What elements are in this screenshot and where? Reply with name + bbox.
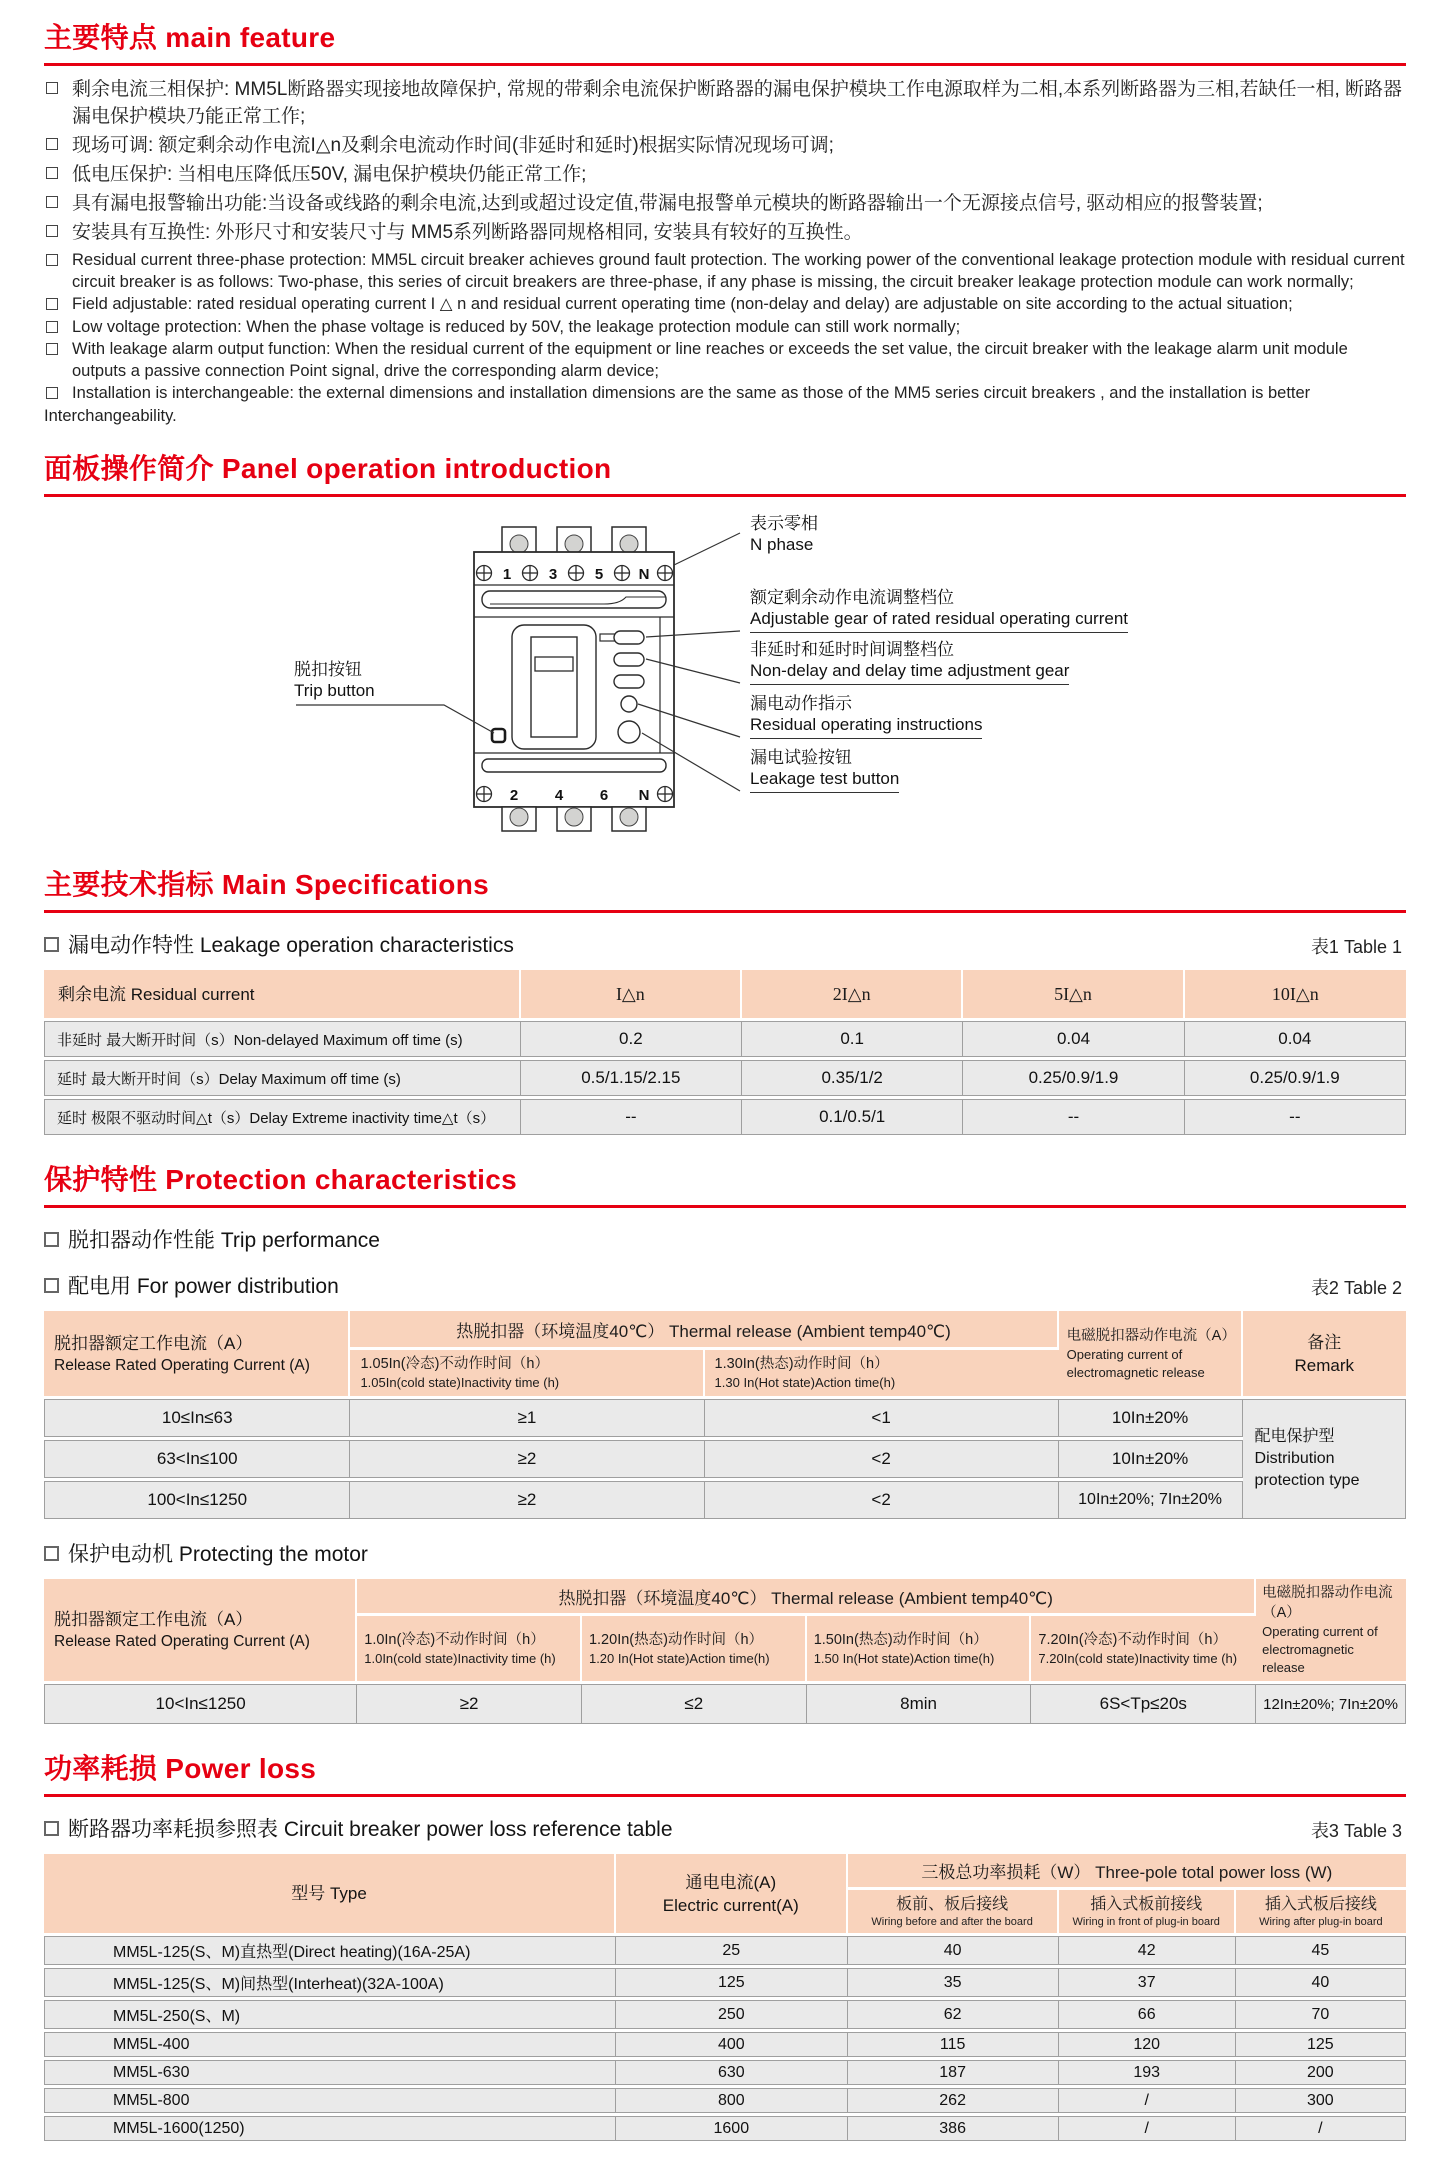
table-cell: 0.04 xyxy=(963,1021,1184,1057)
column-header: 1.20In(热态)动作时间（h） 1.20 In(Hot state)Action time(h) xyxy=(582,1616,807,1681)
checkbox-square-icon xyxy=(46,167,58,179)
column-header: I△n xyxy=(521,970,742,1018)
section-title-panel-operation: 面板操作简介 Panel operation introduction xyxy=(44,447,1406,497)
feature-item-cn xyxy=(44,132,1406,159)
table-row xyxy=(44,1099,1406,1135)
feature-item-en xyxy=(44,339,1406,382)
checkbox-square-icon xyxy=(46,196,58,208)
subhead-leakage-characteristics: 漏电动作特性 Leakage operation characteristics xyxy=(44,929,514,959)
leakage-test-label xyxy=(750,747,1310,793)
column-header: 剩余电流 Residual current xyxy=(44,970,521,1018)
table-cell: 200 xyxy=(1236,2060,1406,2085)
table-row xyxy=(44,2032,1406,2057)
table-row xyxy=(44,1968,1406,1997)
checkbox-square-icon xyxy=(46,343,58,355)
feature-text: Low voltage protection: When the phase voltage is reduced by 50V, the leakage protection module can still work normally; xyxy=(72,317,961,336)
table1-tag: 表1 Table 1 xyxy=(1310,937,1402,957)
table-cell: 10<In≤1250 xyxy=(44,1684,357,1724)
table-cell: 0.1 xyxy=(742,1021,963,1057)
feature-item-cn xyxy=(44,76,1406,130)
motor-protection-table xyxy=(44,1576,1406,1727)
terminal-label: 3 xyxy=(548,566,558,583)
table-cell: ≥2 xyxy=(350,1481,704,1519)
table-cell: 262 xyxy=(848,2088,1059,2113)
table-cell: 0.5/1.15/2.15 xyxy=(521,1060,742,1096)
label-en: Residual operating instructions xyxy=(750,714,982,739)
table-row xyxy=(44,2088,1406,2113)
label-en: Trip button xyxy=(294,681,375,700)
feature-text: With leakage alarm output function: When the residual current of the equipment or line reaches or exceeds the set value, the circuit breaker with the leakage alarm unit module outputs a passive connection Point signal, drive the corresponding alarm device; xyxy=(72,340,1348,380)
column-header: 备注 Remark xyxy=(1243,1311,1406,1396)
section-title-power-loss: 功率耗损 Power loss xyxy=(44,1747,1406,1797)
table-cell: 120 xyxy=(1059,2032,1236,2057)
table-cell: 42 xyxy=(1059,1936,1236,1965)
rated-residual-gear-label xyxy=(750,587,1310,633)
table-cell: 25 xyxy=(616,1936,848,1965)
subhead-power-distribution: 配电用 For power distribution xyxy=(44,1270,339,1300)
table-cell: MM5L-400 xyxy=(44,2032,616,2057)
feature-item-cn xyxy=(44,161,1406,188)
subhead-power-loss-table: 断路器功率耗损参照表 Circuit breaker power loss reference table xyxy=(44,1813,673,1843)
feature-item-en xyxy=(44,317,1406,339)
table-header-row xyxy=(44,970,1406,1018)
table-cell: 250 xyxy=(616,2000,848,2029)
table-cell: 40 xyxy=(848,1936,1059,1965)
checkbox-square-icon xyxy=(44,937,59,952)
table-row xyxy=(44,1684,1406,1724)
table-cell: 45 xyxy=(1236,1936,1406,1965)
table-cell: MM5L-125(S、M)直热型(Direct heating)(16A-25A) xyxy=(44,1936,616,1965)
table-cell: 1600 xyxy=(616,2116,848,2141)
table-cell: 8min xyxy=(807,1684,1032,1724)
group-header: 热脱扣器（环境温度40℃） Thermal release (Ambient temp40℃) xyxy=(350,1311,1058,1347)
subhead-row xyxy=(44,1270,1406,1300)
subhead-row xyxy=(44,1224,1406,1254)
delay-gear-label xyxy=(750,639,1310,685)
checkbox-square-icon xyxy=(44,1821,59,1836)
table-row xyxy=(44,1060,1406,1096)
table-cell: 400 xyxy=(616,2032,848,2057)
label-en: N phase xyxy=(750,535,814,554)
feature-text: 剩余电流三相保护: MM5L断路器实现接地故障保护, 常规的带剩余电流保护断路器的漏电保护模块工作电源取样为二相,本系列断路器为三相,若缺任一相, 断路器漏电保护模块乃能正常工作; xyxy=(72,79,1403,127)
table-cell: 6S<Tp≤20s xyxy=(1031,1684,1256,1724)
group-header: 三极总功率损耗（W） Three-pole total power loss (W) xyxy=(848,1854,1406,1887)
table-row xyxy=(44,1399,1406,1437)
table-cell: 125 xyxy=(1236,2032,1406,2057)
table-cell: MM5L-125(S、M)间热型(Interheat)(32A-100A) xyxy=(44,1968,616,1997)
n-phase-label xyxy=(750,513,1310,555)
column-header: 7.20In(冷态)不动作时间（h） 7.20In(cold state)Inactivity time (h) xyxy=(1031,1616,1256,1681)
table-row xyxy=(44,1440,1406,1478)
table-cell: 37 xyxy=(1059,1968,1236,1997)
table-cell: MM5L-1600(1250) xyxy=(44,2116,616,2141)
column-header: 脱扣器额定工作电流（A） Release Rated Operating Current (A) xyxy=(44,1579,357,1681)
column-header: 板前、板后接线 Wiring before and after the board xyxy=(848,1890,1059,1933)
table-cell: <1 xyxy=(705,1399,1059,1437)
feature-item-cn xyxy=(44,219,1406,246)
feature-text: 现场可调: 额定剩余动作电流I△n及剩余电流动作时间(非延时和延时)根据实际情况现场可调; xyxy=(72,135,834,156)
section-title-main-specifications: 主要技术指标 Main Specifications xyxy=(44,863,1406,913)
checkbox-square-icon xyxy=(46,138,58,150)
table-cell: 40 xyxy=(1236,1968,1406,1997)
table-header-row xyxy=(44,1311,1406,1347)
column-header: 电磁脱扣器动作电流（A） Operating current of electromagnetic release xyxy=(1059,1311,1243,1396)
table-header-row xyxy=(44,1579,1406,1613)
column-header: 1.0In(冷态)不动作时间（h） 1.0In(cold state)Inactivity time (h) xyxy=(357,1616,582,1681)
column-header: 1.05In(冷态)不动作时间（h） 1.05In(cold state)Inactivity time (h) xyxy=(350,1350,704,1396)
column-header: 插入式板后接线 Wiring after plug-in board xyxy=(1236,1890,1406,1933)
table-cell: 0.2 xyxy=(521,1021,742,1057)
feature-item-en xyxy=(44,250,1406,293)
table-cell: <2 xyxy=(705,1440,1059,1478)
table-cell: <2 xyxy=(705,1481,1059,1519)
column-header: 电磁脱扣器动作电流（A） Operating current of electromagnetic release xyxy=(1256,1579,1406,1681)
remark-cell: 配电保护型 Distribution protection type xyxy=(1243,1399,1406,1519)
feature-text: 安装具有互换性: 外形尺寸和安装尺寸与 MM5系列断路器同规格相同, 安装具有较好的互换性。 xyxy=(72,222,863,243)
feature-item-cn xyxy=(44,190,1406,217)
subhead-row xyxy=(44,1813,1406,1843)
table-cell: 延时 最大断开时间（s）Delay Maximum off time (s) xyxy=(44,1060,521,1096)
table-cell: 10In±20%; 7In±20% xyxy=(1059,1481,1243,1519)
label-cn: 表示零相 xyxy=(750,514,818,533)
column-header: 2I△n xyxy=(742,970,963,1018)
subhead-trip-performance: 脱扣器动作性能 Trip performance xyxy=(44,1224,380,1254)
table-cell: 300 xyxy=(1236,2088,1406,2113)
table-cell: ≥2 xyxy=(350,1440,704,1478)
feature-text: Installation is interchangeable: the external dimensions and installation dimensions are the same as those of the MM5 series circuit breakers , and the installation is better xyxy=(72,384,1311,402)
feature-text: 具有漏电报警输出功能:当设备或线路的剩余电流,达到或超过设定值,带漏电报警单元模块的断路器输出一个无源接点信号, 驱动相应的报警装置; xyxy=(72,193,1263,214)
subhead-protecting-motor: 保护电动机 Protecting the motor xyxy=(44,1538,368,1568)
table-cell: -- xyxy=(521,1099,742,1135)
checkbox-square-icon xyxy=(44,1232,59,1247)
section-title-main-feature: 主要特点 main feature xyxy=(44,16,1406,66)
label-cn: 脱扣按钮 xyxy=(294,660,362,679)
table-cell: 延时 极限不驱动时间△t（s）Delay Extreme inactivity time△t（s） xyxy=(44,1099,521,1135)
table-cell: 115 xyxy=(848,2032,1059,2057)
label-en: Non-delay and delay time adjustment gear xyxy=(750,660,1069,685)
table-cell: 66 xyxy=(1059,2000,1236,2029)
terminal-label: 5 xyxy=(594,566,604,583)
feature-list-cn xyxy=(44,76,1406,246)
label-cn: 非延时和延时时间调整档位 xyxy=(750,640,954,659)
checkbox-square-icon xyxy=(44,1278,59,1293)
table-cell: 10In±20% xyxy=(1059,1440,1243,1478)
column-header: 10I△n xyxy=(1185,970,1406,1018)
feature-text: 低电压保护: 当相电压降低压50V, 漏电保护模块仍能正常工作; xyxy=(72,164,587,185)
column-header: 脱扣器额定工作电流（A） Release Rated Operating Current (A) xyxy=(44,1311,350,1396)
table-cell: -- xyxy=(1185,1099,1406,1135)
table-cell: 非延时 最大断开时间（s）Non-delayed Maximum off time (s) xyxy=(44,1021,521,1057)
table-cell: MM5L-250(S、M) xyxy=(44,2000,616,2029)
feature-text: Residual current three-phase protection: MM5L circuit breaker achieves ground fault protection. The working power of the conventional leakage protection module with residual current circuit breaker is as follows: Two-phase, this series of circuit breakers are three-phase, if any phase is missing, the circuit breaker leakage protection module can work normally; xyxy=(72,251,1405,291)
table-cell: 187 xyxy=(848,2060,1059,2085)
checkbox-square-icon xyxy=(46,254,58,266)
power-distribution-table xyxy=(44,1308,1406,1522)
table-row xyxy=(44,2060,1406,2085)
table-cell: 800 xyxy=(616,2088,848,2113)
label-en: Leakage test button xyxy=(750,768,899,793)
table2-tag: 表2 Table 2 xyxy=(1310,1278,1402,1298)
table-cell: 70 xyxy=(1236,2000,1406,2029)
column-header: 1.30In(热态)动作时间（h） 1.30 In(Hot state)Action time(h) xyxy=(705,1350,1059,1396)
feature-text: Field adjustable: rated residual operating current I △ n and residual current operating time (non-delay and delay) are adjustable on site according to the actual situation; xyxy=(72,295,1293,313)
label-cn: 漏电试验按钮 xyxy=(750,748,852,767)
terminal-label: 6 xyxy=(599,787,609,804)
table-cell: 63<In≤100 xyxy=(44,1440,350,1478)
table-cell: MM5L-800 xyxy=(44,2088,616,2113)
table-cell: 386 xyxy=(848,2116,1059,2141)
table-cell: 12In±20%; 7In±20% xyxy=(1256,1684,1406,1724)
leakage-operation-table xyxy=(44,967,1406,1138)
table-cell: MM5L-630 xyxy=(44,2060,616,2085)
residual-indicator-label xyxy=(750,693,1310,739)
table-cell: 10In±20% xyxy=(1059,1399,1243,1437)
trip-button-marker xyxy=(492,729,505,742)
table-row xyxy=(44,1936,1406,1965)
terminal-label: 2 xyxy=(509,787,519,804)
subhead-row xyxy=(44,929,1406,959)
table-cell: 10≤In≤63 xyxy=(44,1399,350,1437)
terminal-label: N xyxy=(638,566,650,583)
table-cell: 62 xyxy=(848,2000,1059,2029)
table-row xyxy=(44,1021,1406,1057)
feature-tail-line: Interchangeability. xyxy=(44,406,177,425)
feature-list-en xyxy=(44,250,1406,427)
column-header: 5I△n xyxy=(963,970,1184,1018)
label-en: Adjustable gear of rated residual operating current xyxy=(750,608,1128,633)
terminal-label: 4 xyxy=(554,787,564,804)
table-cell: ≤2 xyxy=(582,1684,807,1724)
column-header: 插入式板前接线 Wiring in front of plug-in board xyxy=(1059,1890,1236,1933)
terminal-label: 1 xyxy=(502,566,512,583)
column-header: 通电电流(A) Electric current(A) xyxy=(616,1854,848,1933)
table-cell: / xyxy=(1236,2116,1406,2141)
table-cell: / xyxy=(1059,2088,1236,2113)
label-cn: 漏电动作指示 xyxy=(750,694,852,713)
table-cell: 0.04 xyxy=(1185,1021,1406,1057)
table-cell: ≥2 xyxy=(357,1684,582,1724)
breaker-panel-diagram xyxy=(44,507,1406,843)
checkbox-square-icon xyxy=(46,321,58,333)
checkbox-square-icon xyxy=(46,298,58,310)
checkbox-square-icon xyxy=(46,82,58,94)
table-row xyxy=(44,1481,1406,1519)
table-cell: / xyxy=(1059,2116,1236,2141)
table-cell: 0.25/0.9/1.9 xyxy=(1185,1060,1406,1096)
checkbox-square-icon xyxy=(46,387,58,399)
section-title-protection: 保护特性 Protection characteristics xyxy=(44,1158,1406,1208)
table-row xyxy=(44,2000,1406,2029)
table-row xyxy=(44,2116,1406,2141)
feature-item-en xyxy=(44,294,1406,316)
table-cell: 100<In≤1250 xyxy=(44,1481,350,1519)
label-cn: 额定剩余动作电流调整档位 xyxy=(750,588,954,607)
table-cell: ≥1 xyxy=(350,1399,704,1437)
table-header-row xyxy=(44,1854,1406,1887)
feature-item-en xyxy=(44,383,1406,405)
table-cell: 193 xyxy=(1059,2060,1236,2085)
table-cell: 0.35/1/2 xyxy=(742,1060,963,1096)
subhead-row xyxy=(44,1538,1406,1568)
table-cell: 0.25/0.9/1.9 xyxy=(963,1060,1184,1096)
table3-tag: 表3 Table 3 xyxy=(1310,1821,1402,1841)
column-header: 型号 Type xyxy=(44,1854,616,1933)
table-cell: 0.1/0.5/1 xyxy=(742,1099,963,1135)
table-cell: -- xyxy=(963,1099,1184,1135)
power-loss-table xyxy=(44,1851,1406,2144)
table-cell: 630 xyxy=(616,2060,848,2085)
group-header: 热脱扣器（环境温度40℃） Thermal release (Ambient temp40℃) xyxy=(357,1579,1256,1613)
terminal-label: N xyxy=(638,787,650,804)
checkbox-square-icon xyxy=(44,1546,59,1561)
table-cell: 125 xyxy=(616,1968,848,1997)
table-cell: 35 xyxy=(848,1968,1059,1997)
checkbox-square-icon xyxy=(46,225,58,237)
column-header: 1.50In(热态)动作时间（h） 1.50 In(Hot state)Action time(h) xyxy=(807,1616,1032,1681)
trip-button-label xyxy=(294,659,474,701)
